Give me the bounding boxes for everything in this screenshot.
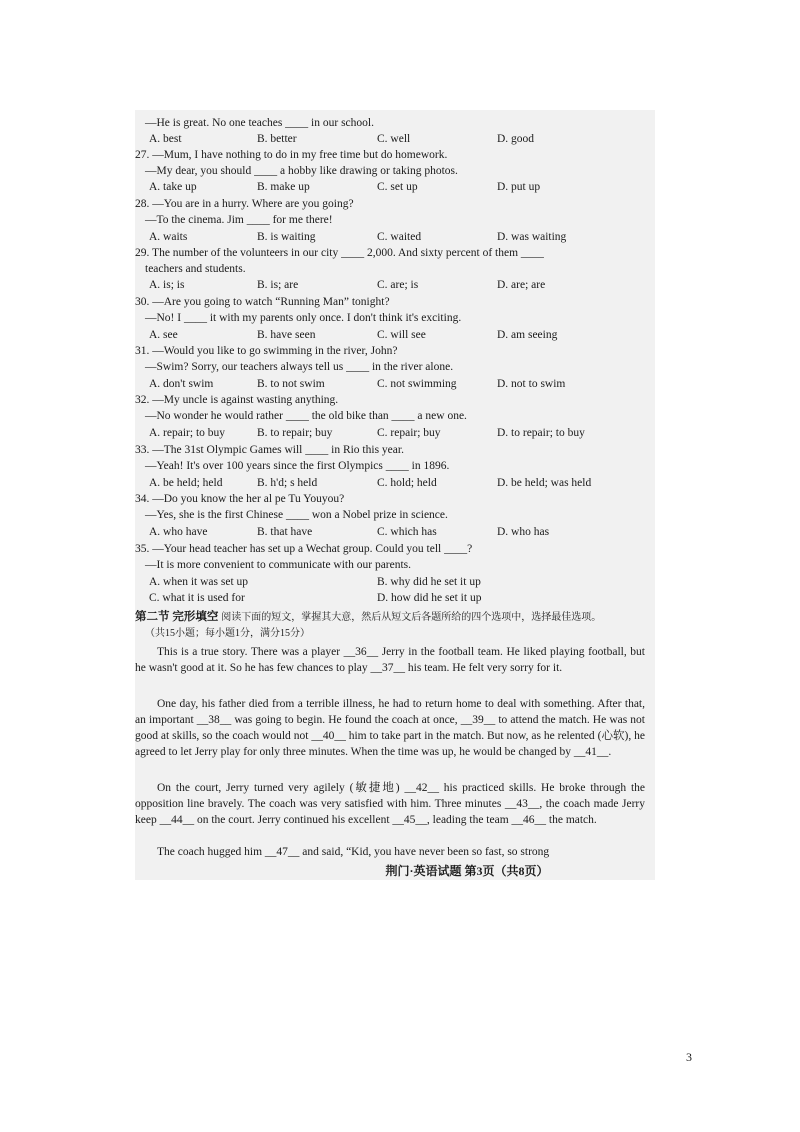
question-line: 33. —The 31st Olympic Games will ____ in Rio this year. <box>135 444 404 456</box>
option: D. am seeing <box>497 329 558 341</box>
option: D. who has <box>497 526 550 538</box>
section-instruction: 阅读下面的短文，掌握其大意，然后从短文后各题所给的四个选项中，选择最佳选项。 <box>221 612 602 623</box>
question-line: teachers and students. <box>145 263 246 275</box>
option: B. make up <box>257 181 310 193</box>
option: A. don't swim <box>149 378 214 390</box>
option: C. waited <box>377 231 422 243</box>
option: A. see <box>149 329 178 341</box>
question-line: —My dear, you should ____ a hobby like drawing or taking photos. <box>145 165 458 177</box>
option: D. be held; was held <box>497 477 592 489</box>
question-line: 28. —You are in a hurry. Where are you going? <box>135 198 354 210</box>
question-line: —It is more convenient to communicate with our parents. <box>145 559 412 571</box>
option: D. was waiting <box>497 231 567 243</box>
option: A. when it was set up <box>149 576 249 588</box>
option: A. best <box>149 133 182 145</box>
option: D. to repair; to buy <box>497 427 585 439</box>
passage-paragraph: One day, his father died from a terrible illness, he had to return home to deal with something. After that, an important __38__ was going to begin. He found the coach at once, __39__ to attend the match. He was not good at skills, so the coach would not __40__ him to take part in the match. But now, as he relented (心软), he agreed to let Jerry play for only three minutes. When the time was up, he would be changed by __41__. <box>135 698 645 758</box>
question-line: 35. —Your head teacher has set up a Wechat group. Could you tell ____? <box>135 543 473 555</box>
question-line: 30. —Are you going to watch “Running Man” tonight? <box>135 296 390 308</box>
option: D. put up <box>497 181 541 193</box>
option: A. repair; to buy <box>149 427 226 439</box>
option: C. what it is used for <box>149 592 245 604</box>
option: C. well <box>377 133 411 145</box>
question-line: 32. —My uncle is against wasting anything. <box>135 394 339 406</box>
option: D. are; are <box>497 279 546 291</box>
option: C. set up <box>377 181 418 193</box>
question-line: 34. —Do you know the her al pe Tu Youyou? <box>135 493 345 505</box>
question-line: —He is great. No one teaches ____ in our school. <box>145 117 374 129</box>
option: C. repair; buy <box>377 427 441 439</box>
page-number: 3 <box>686 1050 692 1064</box>
section-title: 第二节 完形填空 <box>135 611 219 623</box>
passage-paragraph: The coach hugged him __47__ and said, “Kid, you have never been so fast, so strong <box>157 846 550 858</box>
section-header <box>135 610 601 625</box>
option: D. how did he set it up <box>377 592 482 604</box>
question-line: —Yes, she is the first Chinese ____ won a Nobel prize in science. <box>145 509 448 521</box>
option: A. waits <box>149 231 188 243</box>
option: C. not swimming <box>377 378 457 390</box>
option: C. which has <box>377 526 437 538</box>
question-line: —Swim? Sorry, our teachers always tell us ____ in the river alone. <box>145 361 454 373</box>
scanned-exam-page <box>135 110 655 880</box>
question-line: 31. —Would you like to go swimming in the river, John? <box>135 345 398 357</box>
option: B. better <box>257 133 297 145</box>
option: B. why did he set it up <box>377 576 481 588</box>
option: C. are; is <box>377 279 419 291</box>
option: D. not to swim <box>497 378 566 390</box>
option: B. h'd; s held <box>257 477 318 489</box>
option: A. who have <box>149 526 208 538</box>
option: C. hold; held <box>377 477 437 489</box>
option: D. good <box>497 133 535 145</box>
question-line: —No! I ____ it with my parents only once. I don't think it's exciting. <box>145 312 462 324</box>
section-points: （共15小题；每小题1分，满分15分） <box>145 628 310 639</box>
option: A. take up <box>149 181 197 193</box>
option: B. have seen <box>257 329 316 341</box>
passage-paragraph: On the court, Jerry turned very agilely (敏捷地) __42__ his practiced skills. He broke through the opposition line bravely. The coach was very satisfied with him. Three minutes __43__, the coach made Jerry keep __44__ on the court. Jerry continued his excellent __45__, leading the team __46__ the match. <box>135 782 645 826</box>
option: C. will see <box>377 329 426 341</box>
question-line: —To the cinema. Jim ____ for me there! <box>145 214 333 226</box>
question-line: 27. —Mum, I have nothing to do in my free time but do homework. <box>135 149 448 161</box>
question-line: —No wonder he would rather ____ the old bike than ____ a new one. <box>145 410 467 422</box>
question-line: 29. The number of the volunteers in our city ____ 2,000. And sixty percent of them ____ <box>135 247 544 259</box>
option: B. to repair; buy <box>257 427 333 439</box>
passage-paragraph: This is a true story. There was a player __36__ Jerry in the football team. He liked playing football, but he wasn't good at it. So he has few chances to play __37__ his team. He felt very sorry for it. <box>135 646 645 674</box>
option: B. is waiting <box>257 231 316 243</box>
question-line: —Yeah! It's over 100 years since the first Olympics ____ in 1896. <box>145 460 450 472</box>
option: B. that have <box>257 526 313 538</box>
option: A. is; is <box>149 279 185 291</box>
option: B. is; are <box>257 279 299 291</box>
option: B. to not swim <box>257 378 325 390</box>
option: A. be held; held <box>149 477 223 489</box>
page-footer: 荆门·英语试题 第3页（共8页） <box>385 864 549 878</box>
